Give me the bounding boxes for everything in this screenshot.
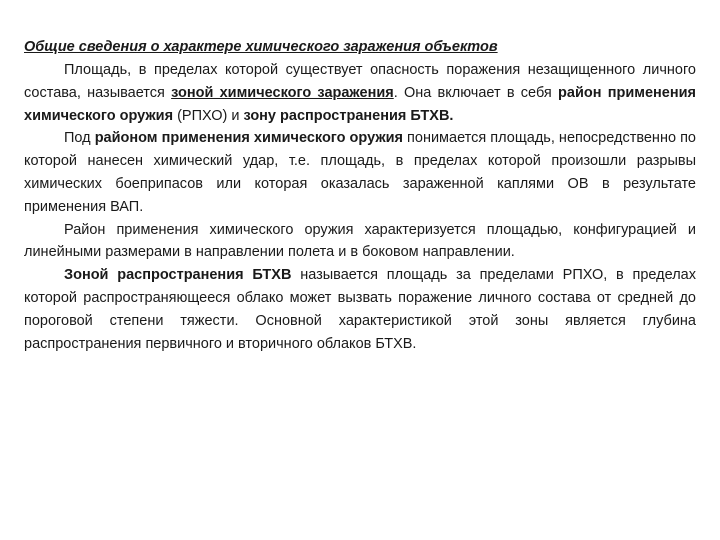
p1-text-3: . Она включает в себя xyxy=(393,84,559,101)
paragraph-chemical-contamination-zone xyxy=(24,59,696,127)
section-title: Общие сведения о характере химического заражения объектов xyxy=(24,39,498,55)
term-spread-zone: зону распространения БТХВ. xyxy=(243,107,454,124)
document-body xyxy=(24,36,696,355)
p2-text-3: понимается площадь, непосредственно по которой нанесен химический удар, т.е. площадь, в пределах которой произошли разрывы химических боеприпасов или которая оказалась зараженной каплями ОВ в результате применения ВАП. xyxy=(24,130,696,215)
p2-text-1: Под xyxy=(64,130,95,147)
p1-text-5: (РПХО) и xyxy=(173,107,244,124)
term-weapon-area-definition: районом применения химического оружия xyxy=(94,130,403,147)
term-contamination-zone: зоной химического заражения xyxy=(171,84,394,101)
p3-text-1: Район применения химического оружия характеризуется площадью, конфигурацией и линейными размерами в направлении полета и в боковом направлении. xyxy=(24,221,696,261)
p4-text-2: называется площадь за пределами РПХО, в пределах которой распространяющееся облако может вызвать поражение личного состава от средней до пороговой степени тяжести. Основной характеристикой этой зоны является глубина распространения первичного и вторичного облаков БТХВ. xyxy=(24,267,696,352)
paragraph-spread-zone-definition xyxy=(24,264,696,355)
paragraph-weapon-area-characteristics xyxy=(24,219,696,265)
term-weapon-area: район применения химического оружия xyxy=(24,84,696,124)
paragraph-weapon-area-definition xyxy=(24,127,696,218)
term-spread-zone-definition: Зоной распространения БТХВ xyxy=(64,267,292,284)
p1-text-1: Площадь, в пределах которой существует опасность поражения незащищенного личного состава, называется xyxy=(24,62,696,101)
